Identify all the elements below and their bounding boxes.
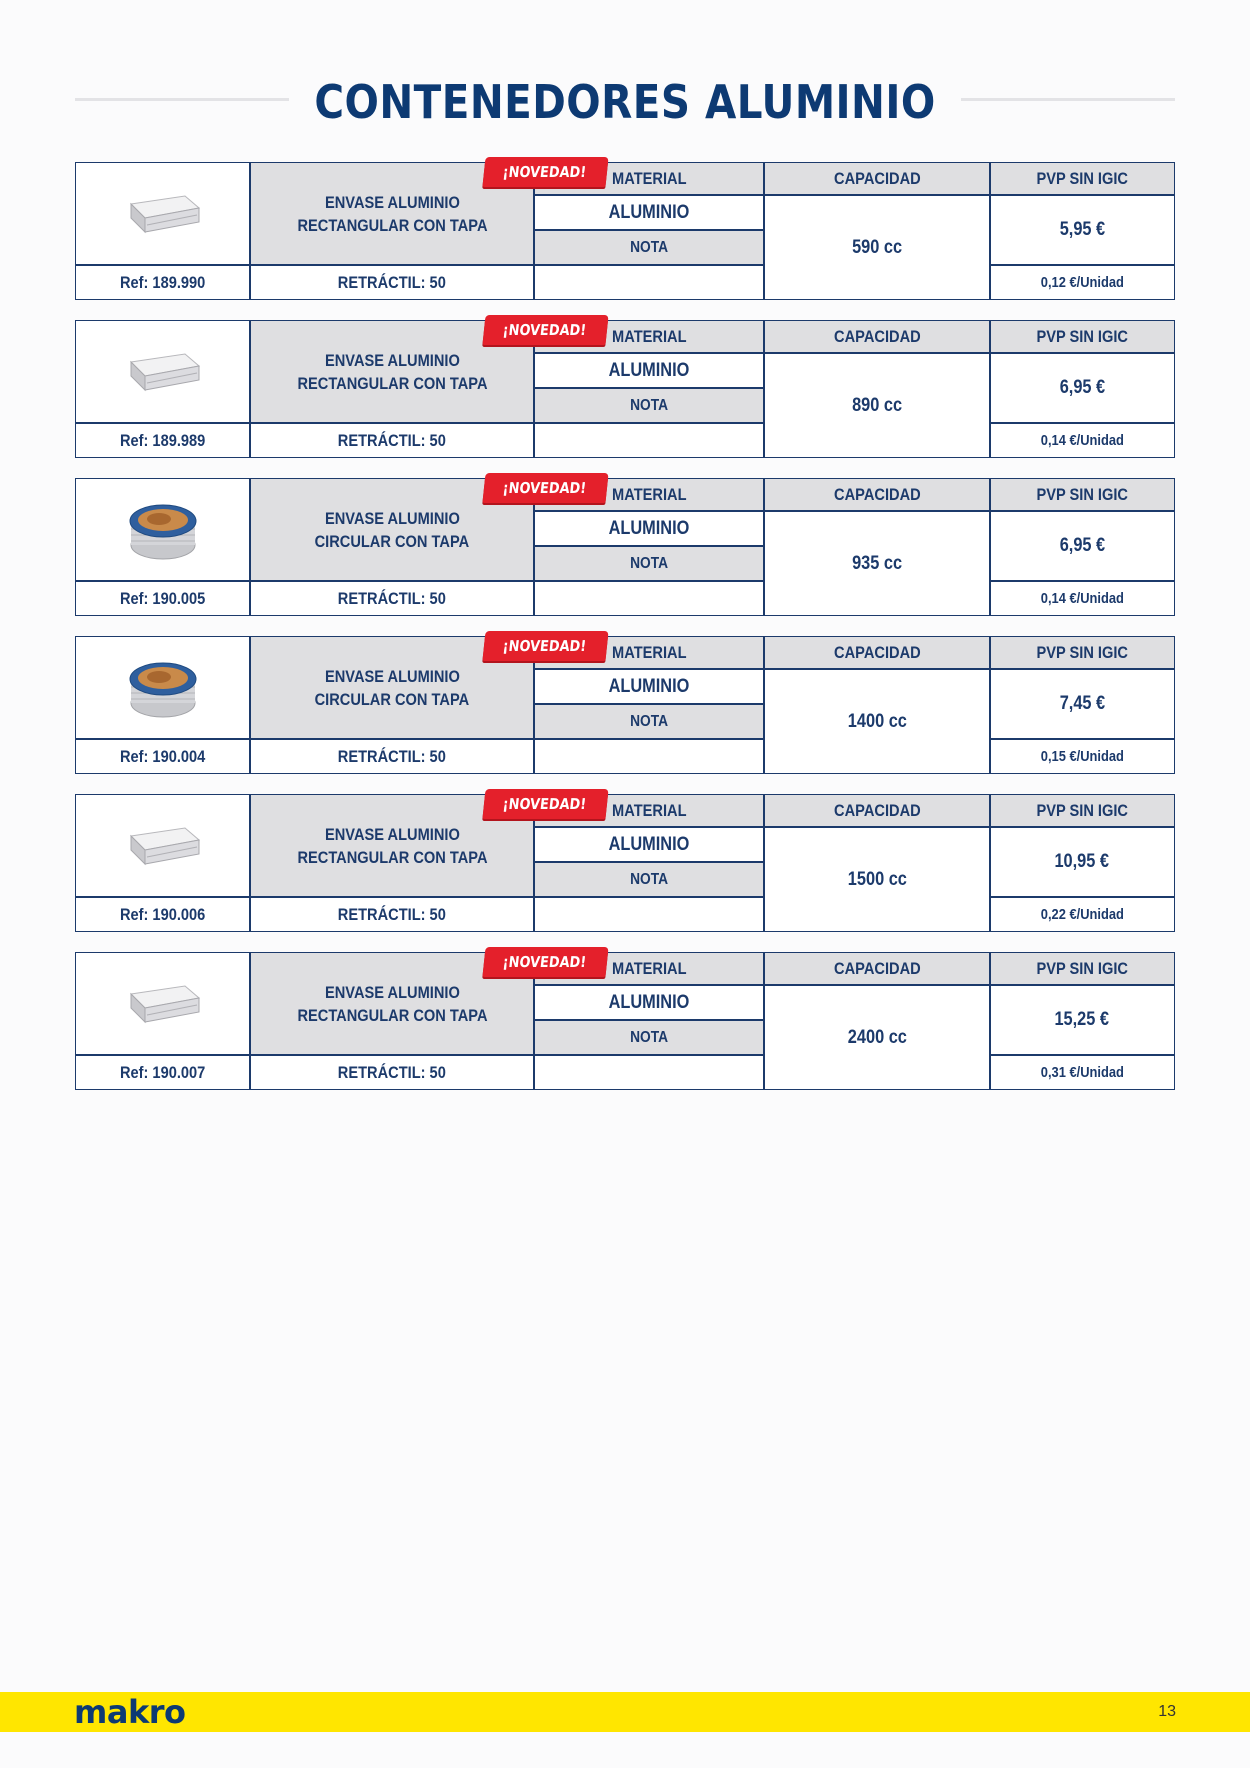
novedad-badge: ¡NOVEDAD! — [482, 789, 608, 819]
unit-price: 0,14 €/Unidad — [1040, 590, 1124, 607]
divider — [534, 668, 1174, 670]
divider — [989, 163, 991, 300]
nota-header: NOTA — [534, 1020, 764, 1055]
product-pack-size: RETRÁCTIL: 50 — [337, 904, 447, 924]
material-value: ALUMINIO — [608, 991, 690, 1013]
divider — [763, 953, 765, 1090]
divider — [534, 422, 764, 424]
product-name-line1: ENVASE ALUMINIO — [324, 351, 460, 370]
price-header: PVP SIN IGIC — [990, 795, 1174, 827]
divider — [534, 826, 1174, 828]
material-value: ALUMINIO — [608, 201, 690, 223]
material-value: ALUMINIO — [608, 833, 690, 855]
divider — [534, 738, 764, 740]
novedad-badge: ¡NOVEDAD! — [482, 315, 608, 345]
capacity-value: 1500 cc — [847, 868, 907, 890]
divider — [249, 953, 251, 1090]
divider — [249, 163, 251, 300]
product-pack-size: RETRÁCTIL: 50 — [337, 430, 447, 450]
divider — [534, 1019, 764, 1021]
product-ref: Ref: 190.007 — [120, 1062, 206, 1082]
product-name-line1: ENVASE ALUMINIO — [324, 509, 460, 528]
product-row — [75, 794, 1175, 932]
novedad-badge: ¡NOVEDAD! — [482, 473, 608, 503]
nota-header: NOTA — [534, 546, 764, 581]
divider — [534, 194, 1174, 196]
capacity-header: CAPACIDAD — [764, 163, 990, 195]
page-footer — [0, 1692, 1250, 1732]
product-image — [76, 637, 250, 739]
divider — [76, 580, 534, 582]
capacity-header: CAPACIDAD — [764, 637, 990, 669]
unit-price: 0,31 €/Unidad — [1040, 1064, 1124, 1081]
product-image — [76, 795, 250, 897]
divider — [990, 580, 1174, 582]
nota-header: NOTA — [534, 388, 764, 423]
divider — [534, 896, 764, 898]
divider — [76, 1054, 534, 1056]
product-name-line2: CIRCULAR CON TAPA — [314, 690, 470, 709]
price-value: 5,95 € — [1059, 219, 1105, 240]
divider — [989, 479, 991, 616]
divider — [989, 321, 991, 458]
divider — [534, 861, 764, 863]
price-value: 10,95 € — [1054, 851, 1110, 872]
product-name-line1: ENVASE ALUMINIO — [324, 667, 460, 686]
divider — [990, 422, 1174, 424]
makro-logo: makro — [74, 1693, 186, 1731]
divider — [763, 795, 765, 932]
price-value: 15,25 € — [1054, 1009, 1110, 1030]
nota-header: NOTA — [534, 862, 764, 897]
capacity-header: CAPACIDAD — [764, 795, 990, 827]
divider — [76, 738, 534, 740]
material-header: MATERIAL — [534, 321, 764, 353]
divider — [534, 229, 764, 231]
novedad-badge: ¡NOVEDAD! — [482, 631, 608, 661]
price-header: PVP SIN IGIC — [990, 163, 1174, 195]
divider — [534, 264, 764, 266]
divider — [249, 321, 251, 458]
unit-price: 0,12 €/Unidad — [1040, 274, 1124, 291]
novedad-badge: ¡NOVEDAD! — [482, 157, 608, 187]
product-row — [75, 320, 1175, 458]
unit-price: 0,14 €/Unidad — [1040, 432, 1124, 449]
divider — [763, 163, 765, 300]
product-name-line2: CIRCULAR CON TAPA — [314, 532, 470, 551]
capacity-header: CAPACIDAD — [764, 321, 990, 353]
price-value: 6,95 € — [1059, 535, 1105, 556]
unit-price: 0,15 €/Unidad — [1040, 748, 1124, 765]
product-name-line2: RECTANGULAR CON TAPA — [296, 848, 488, 867]
product-ref: Ref: 189.989 — [120, 430, 206, 450]
divider — [76, 896, 534, 898]
divider — [534, 1054, 764, 1056]
product-name-line2: RECTANGULAR CON TAPA — [296, 216, 488, 235]
capacity-value: 890 cc — [852, 394, 902, 416]
product-image — [76, 479, 250, 581]
divider — [534, 545, 764, 547]
product-image — [76, 321, 250, 423]
nota-header: NOTA — [534, 230, 764, 265]
product-pack-size: RETRÁCTIL: 50 — [337, 746, 447, 766]
product-ref: Ref: 189.990 — [120, 272, 206, 292]
material-value: ALUMINIO — [608, 675, 690, 697]
product-pack-size: RETRÁCTIL: 50 — [337, 1062, 447, 1082]
divider — [76, 264, 534, 266]
page-header — [75, 62, 1175, 142]
divider — [763, 479, 765, 616]
product-row — [75, 162, 1175, 300]
page-number: 13 — [1158, 1703, 1176, 1720]
capacity-value: 590 cc — [852, 236, 902, 258]
product-row — [75, 952, 1175, 1090]
divider — [763, 321, 765, 458]
novedad-badge: ¡NOVEDAD! — [482, 947, 608, 977]
capacity-header: CAPACIDAD — [764, 479, 990, 511]
divider — [763, 637, 765, 774]
price-value: 7,45 € — [1059, 693, 1105, 714]
product-image — [76, 953, 250, 1055]
price-header: PVP SIN IGIC — [990, 479, 1174, 511]
product-name-line2: RECTANGULAR CON TAPA — [296, 374, 488, 393]
divider — [534, 703, 764, 705]
capacity-header: CAPACIDAD — [764, 953, 990, 985]
capacity-value: 1400 cc — [847, 710, 907, 732]
material-header: MATERIAL — [534, 637, 764, 669]
product-ref: Ref: 190.005 — [120, 588, 206, 608]
product-pack-size: RETRÁCTIL: 50 — [337, 588, 447, 608]
product-name-line2: RECTANGULAR CON TAPA — [296, 1006, 488, 1025]
material-header: MATERIAL — [534, 479, 764, 511]
material-header: MATERIAL — [534, 795, 764, 827]
divider — [76, 422, 534, 424]
product-name-line1: ENVASE ALUMINIO — [324, 193, 460, 212]
price-header: PVP SIN IGIC — [990, 637, 1174, 669]
product-pack-size: RETRÁCTIL: 50 — [337, 272, 447, 292]
divider — [989, 953, 991, 1090]
material-value: ALUMINIO — [608, 517, 690, 539]
capacity-value: 935 cc — [852, 552, 902, 574]
divider — [534, 387, 764, 389]
divider — [534, 984, 1174, 986]
product-row — [75, 636, 1175, 774]
material-header: MATERIAL — [534, 163, 764, 195]
page-title: CONTENEDORES ALUMINIO — [314, 75, 936, 129]
divider — [989, 637, 991, 774]
material-header: MATERIAL — [534, 953, 764, 985]
product-name-line1: ENVASE ALUMINIO — [324, 825, 460, 844]
title-divider-right — [961, 98, 1175, 101]
divider — [990, 1054, 1174, 1056]
product-name-line1: ENVASE ALUMINIO — [324, 983, 460, 1002]
nota-header: NOTA — [534, 704, 764, 739]
divider — [989, 795, 991, 932]
material-value: ALUMINIO — [608, 359, 690, 381]
divider — [249, 795, 251, 932]
divider — [534, 510, 1174, 512]
product-ref: Ref: 190.004 — [120, 746, 206, 766]
divider — [249, 479, 251, 616]
divider — [990, 896, 1174, 898]
price-header: PVP SIN IGIC — [990, 321, 1174, 353]
divider — [534, 352, 1174, 354]
title-divider-left — [75, 98, 289, 101]
divider — [534, 580, 764, 582]
price-value: 6,95 € — [1059, 377, 1105, 398]
divider — [249, 637, 251, 774]
divider — [990, 738, 1174, 740]
product-row — [75, 478, 1175, 616]
product-ref: Ref: 190.006 — [120, 904, 206, 924]
capacity-value: 2400 cc — [847, 1026, 907, 1048]
divider — [990, 264, 1174, 266]
unit-price: 0,22 €/Unidad — [1040, 906, 1124, 923]
product-image — [76, 163, 250, 265]
price-header: PVP SIN IGIC — [990, 953, 1174, 985]
